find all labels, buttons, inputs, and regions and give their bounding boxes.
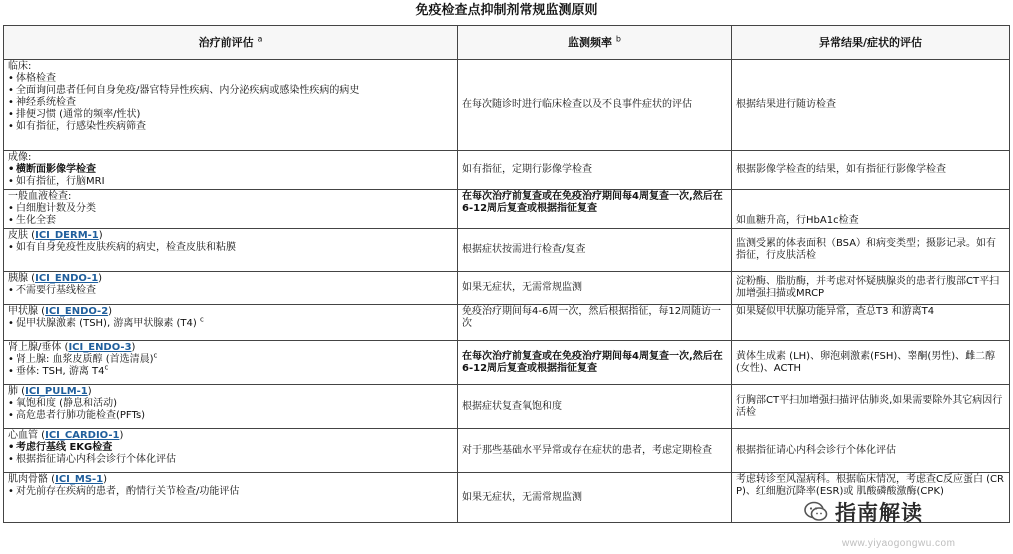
row-heading: 肌肉骨骼 (ICI_MS-1) xyxy=(8,474,108,485)
header-frequency: 监测频率 $^b$ xyxy=(458,26,732,60)
list-item: • 考虑行基线 EKG检查 xyxy=(8,442,113,453)
row-heading: 心血管 (ICI_CARDIO-1) xyxy=(8,430,124,441)
evaluation-cell: 黄体生成素 (LH)、卵泡刺激素(FSH)、睾酮(男性)、雌二醇 (女性)、ACTH xyxy=(732,341,1010,385)
pretreatment-cell xyxy=(4,60,458,151)
bullet-icon: • xyxy=(8,97,14,108)
evaluation-cell: 根据指征请心内科会诊行个体化评估 xyxy=(732,429,1010,473)
row-heading: 一般血液检查: xyxy=(8,191,72,202)
guideline-link-endo1[interactable]: ICI_ENDO-1 xyxy=(35,273,99,284)
frequency-cell: 如有指征，定期行影像学检查 xyxy=(458,151,732,190)
bullet-icon: • xyxy=(8,73,14,84)
bullet-icon: • xyxy=(8,442,15,453)
table-row xyxy=(4,151,1010,190)
frequency-cell: 如果无症状，无需常规监测 xyxy=(458,272,732,305)
list-item: • 对先前存在疾病的患者，酌情行关节检查/功能评估 xyxy=(8,486,240,497)
table-row xyxy=(4,341,1010,385)
table-row xyxy=(4,429,1010,473)
list-item: • 如有指征，行脑MRI xyxy=(8,176,105,187)
guideline-link-derm[interactable]: ICI_DERM-1 xyxy=(35,230,99,241)
frequency-cell: 在每次治疗前复查或在免疫治疗期间每4周复查一次,然后在6-12周后复查或根据指征复查 xyxy=(458,190,732,229)
evaluation-cell: 考虑转诊至风湿病科。根据临床情况，考虑查C反应蛋白 (CRP)、红细胞沉降率(ESR)或 肌酸磷酸激酶(CPK) xyxy=(732,473,1010,523)
pretreatment-cell xyxy=(4,305,458,341)
header-pretreatment: 治疗前评估 $^a$ xyxy=(4,26,458,60)
list-item: • 白细胞计数及分类 xyxy=(8,203,96,214)
bullet-icon: • xyxy=(8,109,14,120)
list-item: • 氧饱和度 (静息和活动) xyxy=(8,398,117,409)
guideline-link-endo2[interactable]: ICI_ENDO-2 xyxy=(45,306,109,317)
evaluation-cell: 如果疑似甲状腺功能异常，查总T3 和游离T4 xyxy=(732,305,1010,341)
bullet-icon: • xyxy=(8,398,14,409)
pretreatment-cell xyxy=(4,151,458,190)
monitoring-table xyxy=(3,25,1010,523)
guideline-link-cardio[interactable]: ICI_CARDIO-1 xyxy=(45,430,120,441)
list-item: • 高危患者行肺功能检查(PFTs) xyxy=(8,410,146,421)
bullet-icon: • xyxy=(8,203,14,214)
pretreatment-cell xyxy=(4,429,458,473)
evaluation-cell: 行胸部CT平扫加增强扫描评估肺炎,如果需要除外其它病因行活检 xyxy=(732,385,1010,429)
table-row xyxy=(4,60,1010,151)
list-item: • 全面询问患者任何自身免疫/器官特异性疾病、内分泌疾病或感染性疾病的病史 xyxy=(8,85,360,96)
frequency-cell: 对于那些基础水平异常或存在症状的患者，考虑定期检查 xyxy=(458,429,732,473)
pretreatment-cell xyxy=(4,272,458,305)
evaluation-cell: 监测受累的体表面积（BSA）和病变类型；摄影记录。如有指征，行皮肤活检 xyxy=(732,229,1010,272)
watermark-text: 指南解读 xyxy=(835,501,923,525)
bullet-icon: • xyxy=(8,121,14,132)
list-item: • 如有自身免疫性皮肤疾病的病史，检查皮肤和粘膜 xyxy=(8,242,236,253)
table-row xyxy=(4,305,1010,341)
pretreatment-cell xyxy=(4,341,458,385)
list-item: • 垂体: TSH, 游离 T4$^c$ xyxy=(8,363,109,377)
table-header-row xyxy=(4,26,1010,60)
list-item: • 神经系统检查 xyxy=(8,97,76,108)
frequency-cell: 在每次治疗前复查或在免疫治疗期间每4周复查一次,然后在6-12周后复查或根据指征复查 xyxy=(458,341,732,385)
header-evaluation: 异常结果/症状的评估 xyxy=(732,26,1010,60)
guideline-link-ms[interactable]: ICI_MS-1 xyxy=(55,474,104,485)
table-row xyxy=(4,190,1010,229)
row-heading: 皮肤 (ICI_DERM-1) xyxy=(8,230,103,241)
list-item: • 横断面影像学检查 xyxy=(8,164,96,175)
list-item: • 如有指征，行感染性疾病筛查 xyxy=(8,121,146,132)
page-title: 免疫检查点抑制剂常规监测原则 xyxy=(415,3,598,18)
evaluation-cell: 淀粉酶、脂肪酶，并考虑对怀疑胰腺炎的患者行腹部CT平扫加增强扫描或MRCP xyxy=(732,272,1010,305)
bullet-icon: • xyxy=(8,454,14,465)
pretreatment-cell xyxy=(4,385,458,429)
bullet-icon: • xyxy=(8,318,14,329)
table-row xyxy=(4,272,1010,305)
list-item: • 肾上腺: 血浆皮质醇 (首选清晨)$^c$ xyxy=(8,351,158,365)
frequency-cell: 免疫治疗期间每4-6周一次，然后根据指征，每12周随访一次 xyxy=(458,305,732,341)
row-heading: 临床: xyxy=(8,61,32,72)
evaluation-cell: 如血糖升高，行HbA1c检查 xyxy=(732,190,1010,229)
row-heading: 胰腺 (ICI_ENDO-1) xyxy=(8,273,103,284)
bullet-icon: • xyxy=(8,366,14,377)
bullet-icon: • xyxy=(8,164,15,175)
list-item: • 生化全套 xyxy=(8,215,56,226)
watermark-url: www.yiyaogongwu.com xyxy=(842,538,956,549)
row-heading: 肺 (ICI_PULM-1) xyxy=(8,386,92,397)
guideline-link-endo3[interactable]: ICI_ENDO-3 xyxy=(68,342,132,353)
frequency-cell: 如果无症状，无需常规监测 xyxy=(458,473,732,523)
evaluation-cell: 根据结果进行随访检查 xyxy=(732,60,1010,151)
bullet-icon: • xyxy=(8,285,14,296)
bullet-icon: • xyxy=(8,215,14,226)
frequency-cell: 在每次随诊时进行临床检查以及不良事件症状的评估 xyxy=(458,60,732,151)
guideline-link-pulm[interactable]: ICI_PULM-1 xyxy=(25,386,88,397)
bullet-icon: • xyxy=(8,176,14,187)
pretreatment-cell xyxy=(4,473,458,523)
frequency-cell: 根据症状按需进行检查/复查 xyxy=(458,229,732,272)
table-row xyxy=(4,473,1010,523)
bullet-icon: • xyxy=(8,354,14,365)
row-heading: 肾上腺/垂体 (ICI_ENDO-3) xyxy=(8,342,136,353)
list-item: • 不需要行基线检查 xyxy=(8,285,96,296)
bullet-icon: • xyxy=(8,410,14,421)
list-item: • 排便习惯 (通常的频率/性状) xyxy=(8,109,141,120)
list-item: • 体格检查 xyxy=(8,73,56,84)
list-item: • 根据指征请心内科会诊行个体化评估 xyxy=(8,454,176,465)
pretreatment-cell xyxy=(4,190,458,229)
list-item: • 促甲状腺激素 (TSH), 游离甲状腺素 (T4) $^c$ xyxy=(8,315,204,329)
frequency-cell: 根据症状复查氧饱和度 xyxy=(458,385,732,429)
pretreatment-cell xyxy=(4,229,458,272)
bullet-icon: • xyxy=(8,242,14,253)
table-row xyxy=(4,385,1010,429)
bullet-icon: • xyxy=(8,85,14,96)
table-row xyxy=(4,229,1010,272)
bullet-icon: • xyxy=(8,486,14,497)
row-heading: 甲状腺 (ICI_ENDO-2) xyxy=(8,306,113,317)
row-heading: 成像: xyxy=(8,152,32,163)
evaluation-cell: 根据影像学检查的结果，如有指征行影像学检查 xyxy=(732,151,1010,190)
